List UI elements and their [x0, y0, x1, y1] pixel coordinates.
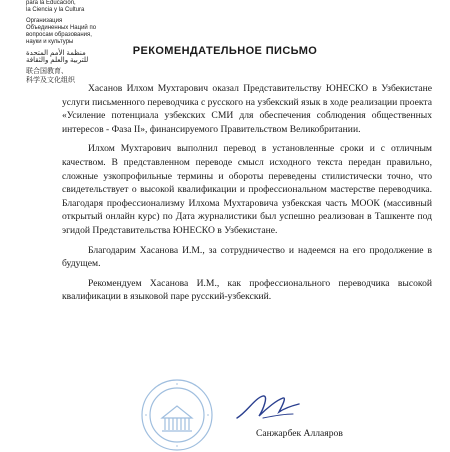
letterhead-spanish-line: para la Educación,	[26, 0, 76, 6]
letterhead-russian-line: Объединенных Наций по	[26, 24, 97, 31]
letterhead-arabic-line: منظمة الأمم المتحدة	[26, 49, 86, 57]
unesco-seal-stamp	[140, 378, 214, 452]
letterhead-chinese-line: 联合国教育、	[26, 68, 68, 76]
letter-paragraph: Рекомендуем Хасанова И.М., как профессионального переводчика высокой квалификации в языковой паре русский-узбекский.	[62, 277, 432, 303]
unesco-letterhead	[26, 0, 116, 85]
letter-body	[62, 82, 432, 310]
letterhead-spanish-line: la Ciencia y la Cultura	[26, 7, 85, 14]
letterhead-russian-line: науки и культуры	[26, 39, 74, 46]
letterhead-russian-line: Организация	[26, 17, 63, 24]
letterhead-arabic-line: للتربية والعلم والثقافة	[26, 57, 89, 65]
letter-paragraph: Хасанов Илхом Мухтарович оказал Представительству ЮНЕСКО в Узбекистане услуги письменного переводчика с русского на узбекский язык в ходе реализации проекта «Усиление потенциала узбекских СМИ для обеспечения соблюдения общественных интересов - Фаза II», финансируемого Правительством Великобритании.	[62, 83, 432, 135]
letterhead-chinese-line: 科学及文化组织	[26, 77, 75, 85]
letter-paragraph: Илхом Мухтарович выполнил перевод в установленные сроки и с отличным качеством. В представленном переводе смысл исходного текста передан правильно, сложные узкопрофильные термины и обороты переведены стилистически точно, что свидетельствует о высокой квалификации и профессиональном мастерстве переводчика. Благодаря профессионализму Илхома Мухтаровича узбекская часть МООК (массивный открытый онлайн курс) по Дата журналистики был успешно реализован в Ташкенте под эгидой Представительства ЮНЕСКО в Узбекистане.	[62, 143, 432, 236]
letter-title: РЕКОМЕНДАТЕЛЬНОЕ ПИСЬМО	[132, 45, 318, 57]
handwritten-signature	[233, 390, 303, 426]
letter-paragraph: Благодарим Хасанова И.М., за сотрудничество и надеемся на его продолжение в будущем.	[62, 244, 432, 270]
signer-name: Санжарбек Аллаяров	[256, 428, 343, 439]
letterhead-russian-line: вопросам образования,	[26, 32, 92, 39]
